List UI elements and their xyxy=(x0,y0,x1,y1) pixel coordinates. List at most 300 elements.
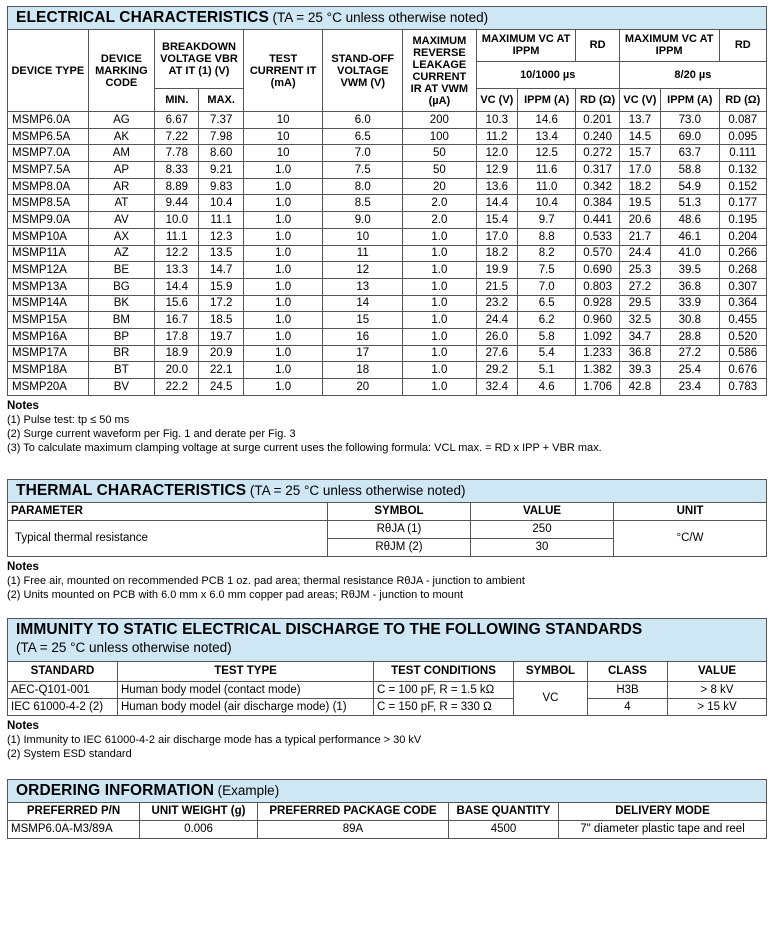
header-vc-1: VC (V) xyxy=(476,89,517,112)
table-cell: 0.240 xyxy=(576,128,619,145)
table-cell: 8.0 xyxy=(323,178,403,195)
thermal-header-symbol: SYMBOL xyxy=(328,502,471,520)
table-cell: 5.4 xyxy=(517,345,575,362)
header-device-type: DEVICE TYPE xyxy=(8,30,89,112)
ordering-quantity: 4500 xyxy=(449,820,559,838)
table-cell: 1.0 xyxy=(243,228,323,245)
table-cell: 10 xyxy=(323,228,403,245)
immunity-notes-title: Notes xyxy=(7,719,39,732)
table-cell: 7.5 xyxy=(517,262,575,279)
thermal-header-parameter: PARAMETER xyxy=(8,502,328,520)
table-cell: 4.6 xyxy=(517,379,575,396)
table-cell: 21.7 xyxy=(619,228,660,245)
electrical-title: ELECTRICAL CHARACTERISTICS xyxy=(16,9,269,26)
table-cell: 27.2 xyxy=(619,278,660,295)
table-cell: 16 xyxy=(323,328,403,345)
table-cell: 13.4 xyxy=(517,128,575,145)
table-cell: 20 xyxy=(323,379,403,396)
table-cell: AV xyxy=(88,212,155,229)
table-cell: 0.087 xyxy=(719,112,766,129)
table-cell: 7.0 xyxy=(517,278,575,295)
immunity-header-value: VALUE xyxy=(668,661,767,681)
table-cell: 2.0 xyxy=(403,195,477,212)
table-cell: 0.783 xyxy=(719,379,766,396)
table-cell: 29.5 xyxy=(619,295,660,312)
table-cell: 14.6 xyxy=(517,112,575,129)
table-cell: AM xyxy=(88,145,155,162)
table-cell: BM xyxy=(88,312,155,329)
table-cell: 7.5 xyxy=(323,162,403,179)
table-cell: 9.83 xyxy=(199,178,243,195)
table-cell: 7.0 xyxy=(323,145,403,162)
ordering-delivery: 7" diameter plastic tape and reel xyxy=(559,820,767,838)
table-cell: 17.2 xyxy=(199,295,243,312)
header-waveform-1: 10/1000 µs xyxy=(476,61,619,88)
table-cell: 7.37 xyxy=(199,112,243,129)
table-cell: 1.0 xyxy=(243,362,323,379)
table-cell: 1.0 xyxy=(243,195,323,212)
table-cell: 1.0 xyxy=(403,362,477,379)
thermal-unit: °C/W xyxy=(614,520,767,556)
table-cell: 11.1 xyxy=(155,228,199,245)
header-test-current: TEST CURRENT IT (mA) xyxy=(243,30,323,112)
table-cell: AK xyxy=(88,128,155,145)
table-cell: 30.8 xyxy=(661,312,719,329)
electrical-notes xyxy=(7,399,767,455)
table-cell: 0.307 xyxy=(719,278,766,295)
table-cell: 18 xyxy=(323,362,403,379)
table-cell: 1.0 xyxy=(403,245,477,262)
table-cell: 1.0 xyxy=(243,379,323,396)
table-cell: 23.4 xyxy=(661,379,719,396)
table-cell: 12.3 xyxy=(199,228,243,245)
header-waveform-2: 8/20 µs xyxy=(619,61,766,88)
table-cell: 1.233 xyxy=(576,345,619,362)
table-cell: 15.6 xyxy=(155,295,199,312)
ordering-title: ORDERING INFORMATION xyxy=(16,781,215,799)
table-cell: MSMP14A xyxy=(8,295,89,312)
table-cell: MSMP8.0A xyxy=(8,178,89,195)
table-cell: AT xyxy=(88,195,155,212)
table-cell: 2.0 xyxy=(403,212,477,229)
table-cell: 1.0 xyxy=(243,278,323,295)
immunity-note-1: (1) Immunity to IEC 61000-4-2 air discharge mode has a typical performance > 30 kV xyxy=(7,733,422,746)
electrical-table-body xyxy=(8,112,767,396)
table-row xyxy=(8,178,767,195)
header-rd-1: RD xyxy=(576,30,619,62)
table-cell: 5.1 xyxy=(517,362,575,379)
header-marking: DEVICE MARKING CODE xyxy=(88,30,155,112)
table-cell: 0.803 xyxy=(576,278,619,295)
table-cell: 28.8 xyxy=(661,328,719,345)
table-cell: 1.0 xyxy=(243,212,323,229)
table-cell: BR xyxy=(88,345,155,362)
header-rd-2: RD xyxy=(719,30,766,62)
table-cell: 5.8 xyxy=(517,328,575,345)
table-row xyxy=(8,362,767,379)
table-row xyxy=(8,345,767,362)
table-cell: 1.0 xyxy=(403,262,477,279)
table-cell: MSMP18A xyxy=(8,362,89,379)
immunity-section-title xyxy=(7,618,767,661)
table-cell: 1.0 xyxy=(243,312,323,329)
immunity-class-1: H3B xyxy=(588,681,668,698)
table-cell: 17.0 xyxy=(476,228,517,245)
table-cell: 50 xyxy=(403,162,477,179)
table-cell: 32.5 xyxy=(619,312,660,329)
table-cell: 7.78 xyxy=(155,145,199,162)
table-cell: 15.4 xyxy=(476,212,517,229)
table-cell: 0.095 xyxy=(719,128,766,145)
immunity-title: IMMUNITY TO STATIC ELECTRICAL DISCHARGE TO THE FOLLOWING STANDARDS xyxy=(16,620,643,638)
table-cell: 14.4 xyxy=(155,278,199,295)
notes-title: Notes xyxy=(7,399,39,412)
immunity-class-2: 4 xyxy=(588,698,668,715)
header-max: MAX. xyxy=(199,89,243,112)
table-cell: 11.6 xyxy=(517,162,575,179)
table-cell: 13 xyxy=(323,278,403,295)
table-cell: 13.6 xyxy=(476,178,517,195)
table-row xyxy=(8,112,767,129)
table-cell: 63.7 xyxy=(661,145,719,162)
table-cell: MSMP9.0A xyxy=(8,212,89,229)
thermal-notes-title: Notes xyxy=(7,560,39,573)
table-row xyxy=(8,262,767,279)
immunity-header-class: CLASS xyxy=(588,661,668,681)
ordering-pn: MSMP6.0A-M3/89A xyxy=(8,820,140,838)
table-cell: 6.0 xyxy=(323,112,403,129)
immunity-note-2: (2) System ESD standard xyxy=(7,747,132,760)
table-cell: MSMP6.5A xyxy=(8,128,89,145)
table-cell: 1.0 xyxy=(403,379,477,396)
table-cell: MSMP6.0A xyxy=(8,112,89,129)
ordering-condition: (Example) xyxy=(217,782,280,798)
table-cell: 1.0 xyxy=(403,312,477,329)
table-cell: 200 xyxy=(403,112,477,129)
table-cell: 13.5 xyxy=(199,245,243,262)
table-cell: 0.317 xyxy=(576,162,619,179)
table-cell: 9.0 xyxy=(323,212,403,229)
header-vc-2: VC (V) xyxy=(619,89,660,112)
table-cell: 8.89 xyxy=(155,178,199,195)
table-cell: 1.706 xyxy=(576,379,619,396)
table-cell: 9.21 xyxy=(199,162,243,179)
table-cell: 10.4 xyxy=(199,195,243,212)
table-cell: 6.2 xyxy=(517,312,575,329)
table-cell: AX xyxy=(88,228,155,245)
immunity-symbol: VC xyxy=(514,681,588,715)
immunity-value-2: > 15 kV xyxy=(668,698,767,715)
table-cell: 0.384 xyxy=(576,195,619,212)
table-cell: MSMP10A xyxy=(8,228,89,245)
table-cell: 58.8 xyxy=(661,162,719,179)
table-cell: 1.0 xyxy=(403,295,477,312)
immunity-test-type-2: Human body model (air discharge mode) (1) xyxy=(118,698,374,715)
table-cell: MSMP20A xyxy=(8,379,89,396)
table-cell: 9.7 xyxy=(517,212,575,229)
table-cell: 6.67 xyxy=(155,112,199,129)
table-cell: MSMP15A xyxy=(8,312,89,329)
table-cell: 0.132 xyxy=(719,162,766,179)
thermal-title: THERMAL CHARACTERISTICS xyxy=(16,481,247,499)
table-cell: 22.2 xyxy=(155,379,199,396)
table-cell: AG xyxy=(88,112,155,129)
table-cell: 10.3 xyxy=(476,112,517,129)
electrical-table xyxy=(7,29,767,396)
table-cell: 33.9 xyxy=(661,295,719,312)
table-cell: AZ xyxy=(88,245,155,262)
table-cell: 48.6 xyxy=(661,212,719,229)
table-cell: 51.3 xyxy=(661,195,719,212)
table-cell: 0.676 xyxy=(719,362,766,379)
note-3: (3) To calculate maximum clamping voltage at surge current uses the following formula: VCL max. = RD x IPP + VBR max. xyxy=(7,441,602,454)
table-cell: 24.4 xyxy=(619,245,660,262)
table-cell: 25.4 xyxy=(661,362,719,379)
table-cell: 19.7 xyxy=(199,328,243,345)
immunity-header-test-conditions: TEST CONDITIONS xyxy=(374,661,514,681)
table-row xyxy=(8,145,767,162)
table-cell: 69.0 xyxy=(661,128,719,145)
table-cell: 1.0 xyxy=(243,262,323,279)
table-cell: 0.364 xyxy=(719,295,766,312)
table-cell: 9.44 xyxy=(155,195,199,212)
table-cell: 1.0 xyxy=(243,328,323,345)
table-cell: 15.9 xyxy=(199,278,243,295)
table-cell: 1.0 xyxy=(243,245,323,262)
table-cell: MSMP7.5A xyxy=(8,162,89,179)
table-cell: 8.2 xyxy=(517,245,575,262)
ordering-header-weight: UNIT WEIGHT (g) xyxy=(140,802,258,820)
table-cell: 20.6 xyxy=(619,212,660,229)
table-cell: 27.6 xyxy=(476,345,517,362)
table-cell: 0.928 xyxy=(576,295,619,312)
table-cell: 1.0 xyxy=(403,345,477,362)
table-row xyxy=(8,379,767,396)
immunity-header-test-type: TEST TYPE xyxy=(118,661,374,681)
table-cell: 54.9 xyxy=(661,178,719,195)
immunity-condition: (TA = 25 °C unless otherwise noted) xyxy=(16,639,232,655)
table-cell: 14.5 xyxy=(619,128,660,145)
table-cell: 24.4 xyxy=(476,312,517,329)
ordering-header-quantity: BASE QUANTITY xyxy=(449,802,559,820)
table-cell: 25.3 xyxy=(619,262,660,279)
thermal-header-value: VALUE xyxy=(471,502,614,520)
immunity-conditions-1: C = 100 pF, R = 1.5 kΩ xyxy=(374,681,514,698)
table-cell: 0.266 xyxy=(719,245,766,262)
immunity-standard-1: AEC-Q101-001 xyxy=(8,681,118,698)
table-cell: 8.8 xyxy=(517,228,575,245)
table-cell: 0.520 xyxy=(719,328,766,345)
table-cell: 17.0 xyxy=(619,162,660,179)
table-row xyxy=(8,162,767,179)
table-cell: 19.9 xyxy=(476,262,517,279)
thermal-table xyxy=(7,502,767,557)
table-cell: 1.092 xyxy=(576,328,619,345)
table-cell: 34.7 xyxy=(619,328,660,345)
table-cell: 0.586 xyxy=(719,345,766,362)
table-cell: 12.9 xyxy=(476,162,517,179)
ordering-weight: 0.006 xyxy=(140,820,258,838)
table-cell: MSMP16A xyxy=(8,328,89,345)
table-cell: 100 xyxy=(403,128,477,145)
table-cell: 8.60 xyxy=(199,145,243,162)
header-rd-ohm-2: RD (Ω) xyxy=(719,89,766,112)
immunity-conditions-2: C = 150 pF, R = 330 Ω xyxy=(374,698,514,715)
header-breakdown: BREAKDOWN VOLTAGE VBR AT IT (1) (V) xyxy=(155,30,244,89)
table-cell: 0.195 xyxy=(719,212,766,229)
table-cell: 21.5 xyxy=(476,278,517,295)
table-cell: 50 xyxy=(403,145,477,162)
table-row xyxy=(8,328,767,345)
ordering-header-pn: PREFERRED P/N xyxy=(8,802,140,820)
table-cell: 15.7 xyxy=(619,145,660,162)
header-standoff: STAND-OFF VOLTAGE VWM (V) xyxy=(323,30,403,112)
table-cell: BT xyxy=(88,362,155,379)
header-max-vc-2: MAXIMUM VC AT IPPM xyxy=(619,30,719,62)
table-cell: 36.8 xyxy=(619,345,660,362)
thermal-note-1: (1) Free air, mounted on recommended PCB 1 oz. pad area; thermal resistance RθJA - junction to ambient xyxy=(7,574,525,587)
table-cell: MSMP12A xyxy=(8,262,89,279)
table-cell: MSMP8.5A xyxy=(8,195,89,212)
table-cell: 6.5 xyxy=(517,295,575,312)
table-cell: BV xyxy=(88,379,155,396)
table-cell: 0.152 xyxy=(719,178,766,195)
table-cell: 10 xyxy=(243,128,323,145)
table-cell: 46.1 xyxy=(661,228,719,245)
thermal-parameter: Typical thermal resistance xyxy=(8,520,328,556)
table-cell: 24.5 xyxy=(199,379,243,396)
table-cell: 7.98 xyxy=(199,128,243,145)
header-max-vc-1: MAXIMUM VC AT IPPM xyxy=(476,30,576,62)
table-row xyxy=(8,278,767,295)
table-cell: 18.2 xyxy=(476,245,517,262)
table-cell: 0.111 xyxy=(719,145,766,162)
table-cell: 23.2 xyxy=(476,295,517,312)
table-cell: 22.1 xyxy=(199,362,243,379)
table-cell: 13.7 xyxy=(619,112,660,129)
table-cell: 1.0 xyxy=(403,328,477,345)
thermal-note-2: (2) Units mounted on PCB with 6.0 mm x 6.0 mm copper pad areas; RθJM - junction to mount xyxy=(7,588,464,601)
table-cell: 1.0 xyxy=(243,162,323,179)
table-cell: 10.0 xyxy=(155,212,199,229)
immunity-standard-2: IEC 61000-4-2 (2) xyxy=(8,698,118,715)
note-1: (1) Pulse test: tp ≤ 50 ms xyxy=(7,413,130,426)
immunity-test-type-1: Human body model (contact mode) xyxy=(118,681,374,698)
table-cell: 11.1 xyxy=(199,212,243,229)
table-cell: 18.5 xyxy=(199,312,243,329)
table-cell: MSMP17A xyxy=(8,345,89,362)
table-cell: 1.0 xyxy=(403,228,477,245)
header-ippm-2: IPPM (A) xyxy=(661,89,719,112)
table-cell: 12 xyxy=(323,262,403,279)
table-cell: 42.8 xyxy=(619,379,660,396)
thermal-header-unit: UNIT xyxy=(614,502,767,520)
thermal-symbol-1: RθJA (1) xyxy=(328,520,471,538)
table-cell: 17.8 xyxy=(155,328,199,345)
table-cell: 0.177 xyxy=(719,195,766,212)
table-cell: 0.441 xyxy=(576,212,619,229)
table-cell: BG xyxy=(88,278,155,295)
table-cell: MSMP7.0A xyxy=(8,145,89,162)
table-row xyxy=(8,128,767,145)
table-cell: 0.455 xyxy=(719,312,766,329)
ordering-section-title xyxy=(7,779,767,802)
thermal-notes xyxy=(7,560,767,602)
table-cell: 0.690 xyxy=(576,262,619,279)
table-cell: 18.2 xyxy=(619,178,660,195)
table-row xyxy=(8,312,767,329)
ordering-header-package: PREFERRED PACKAGE CODE xyxy=(258,802,449,820)
immunity-notes xyxy=(7,719,767,761)
table-cell: 32.4 xyxy=(476,379,517,396)
table-cell: 0.533 xyxy=(576,228,619,245)
table-cell: 20.0 xyxy=(155,362,199,379)
table-cell: 39.3 xyxy=(619,362,660,379)
table-cell: 1.0 xyxy=(243,295,323,312)
thermal-condition: (TA = 25 °C unless otherwise noted) xyxy=(249,482,466,498)
table-cell: 20 xyxy=(403,178,477,195)
thermal-value-2: 30 xyxy=(471,538,614,556)
table-row xyxy=(8,228,767,245)
table-row xyxy=(8,245,767,262)
table-cell: 26.0 xyxy=(476,328,517,345)
ordering-header-delivery: DELIVERY MODE xyxy=(559,802,767,820)
table-cell: 0.342 xyxy=(576,178,619,195)
table-row xyxy=(8,295,767,312)
electrical-condition: (TA = 25 °C unless otherwise noted) xyxy=(272,10,489,25)
table-cell: 0.204 xyxy=(719,228,766,245)
table-cell: 27.2 xyxy=(661,345,719,362)
table-cell: 8.33 xyxy=(155,162,199,179)
table-cell: BE xyxy=(88,262,155,279)
table-cell: 14 xyxy=(323,295,403,312)
header-min: MIN. xyxy=(155,89,199,112)
table-cell: 73.0 xyxy=(661,112,719,129)
table-cell: MSMP13A xyxy=(8,278,89,295)
table-cell: 1.382 xyxy=(576,362,619,379)
immunity-header-standard: STANDARD xyxy=(8,661,118,681)
table-cell: 0.268 xyxy=(719,262,766,279)
table-cell: 8.5 xyxy=(323,195,403,212)
table-cell: 17 xyxy=(323,345,403,362)
table-cell: 1.0 xyxy=(243,345,323,362)
table-cell: 15 xyxy=(323,312,403,329)
table-cell: 0.272 xyxy=(576,145,619,162)
table-cell: 12.0 xyxy=(476,145,517,162)
electrical-section-title xyxy=(7,6,767,29)
thermal-symbol-2: RθJM (2) xyxy=(328,538,471,556)
table-cell: 19.5 xyxy=(619,195,660,212)
header-ippm-1: IPPM (A) xyxy=(517,89,575,112)
ordering-package: 89A xyxy=(258,820,449,838)
table-cell: BP xyxy=(88,328,155,345)
table-cell: 1.0 xyxy=(403,278,477,295)
table-row xyxy=(8,195,767,212)
table-cell: 10.4 xyxy=(517,195,575,212)
table-cell: 0.201 xyxy=(576,112,619,129)
table-cell: 12.2 xyxy=(155,245,199,262)
table-cell: MSMP11A xyxy=(8,245,89,262)
table-cell: 29.2 xyxy=(476,362,517,379)
table-cell: 11.0 xyxy=(517,178,575,195)
table-cell: AR xyxy=(88,178,155,195)
immunity-table xyxy=(7,661,767,716)
table-cell: 11 xyxy=(323,245,403,262)
table-cell: 12.5 xyxy=(517,145,575,162)
table-cell: 16.7 xyxy=(155,312,199,329)
table-cell: 7.22 xyxy=(155,128,199,145)
table-cell: BK xyxy=(88,295,155,312)
